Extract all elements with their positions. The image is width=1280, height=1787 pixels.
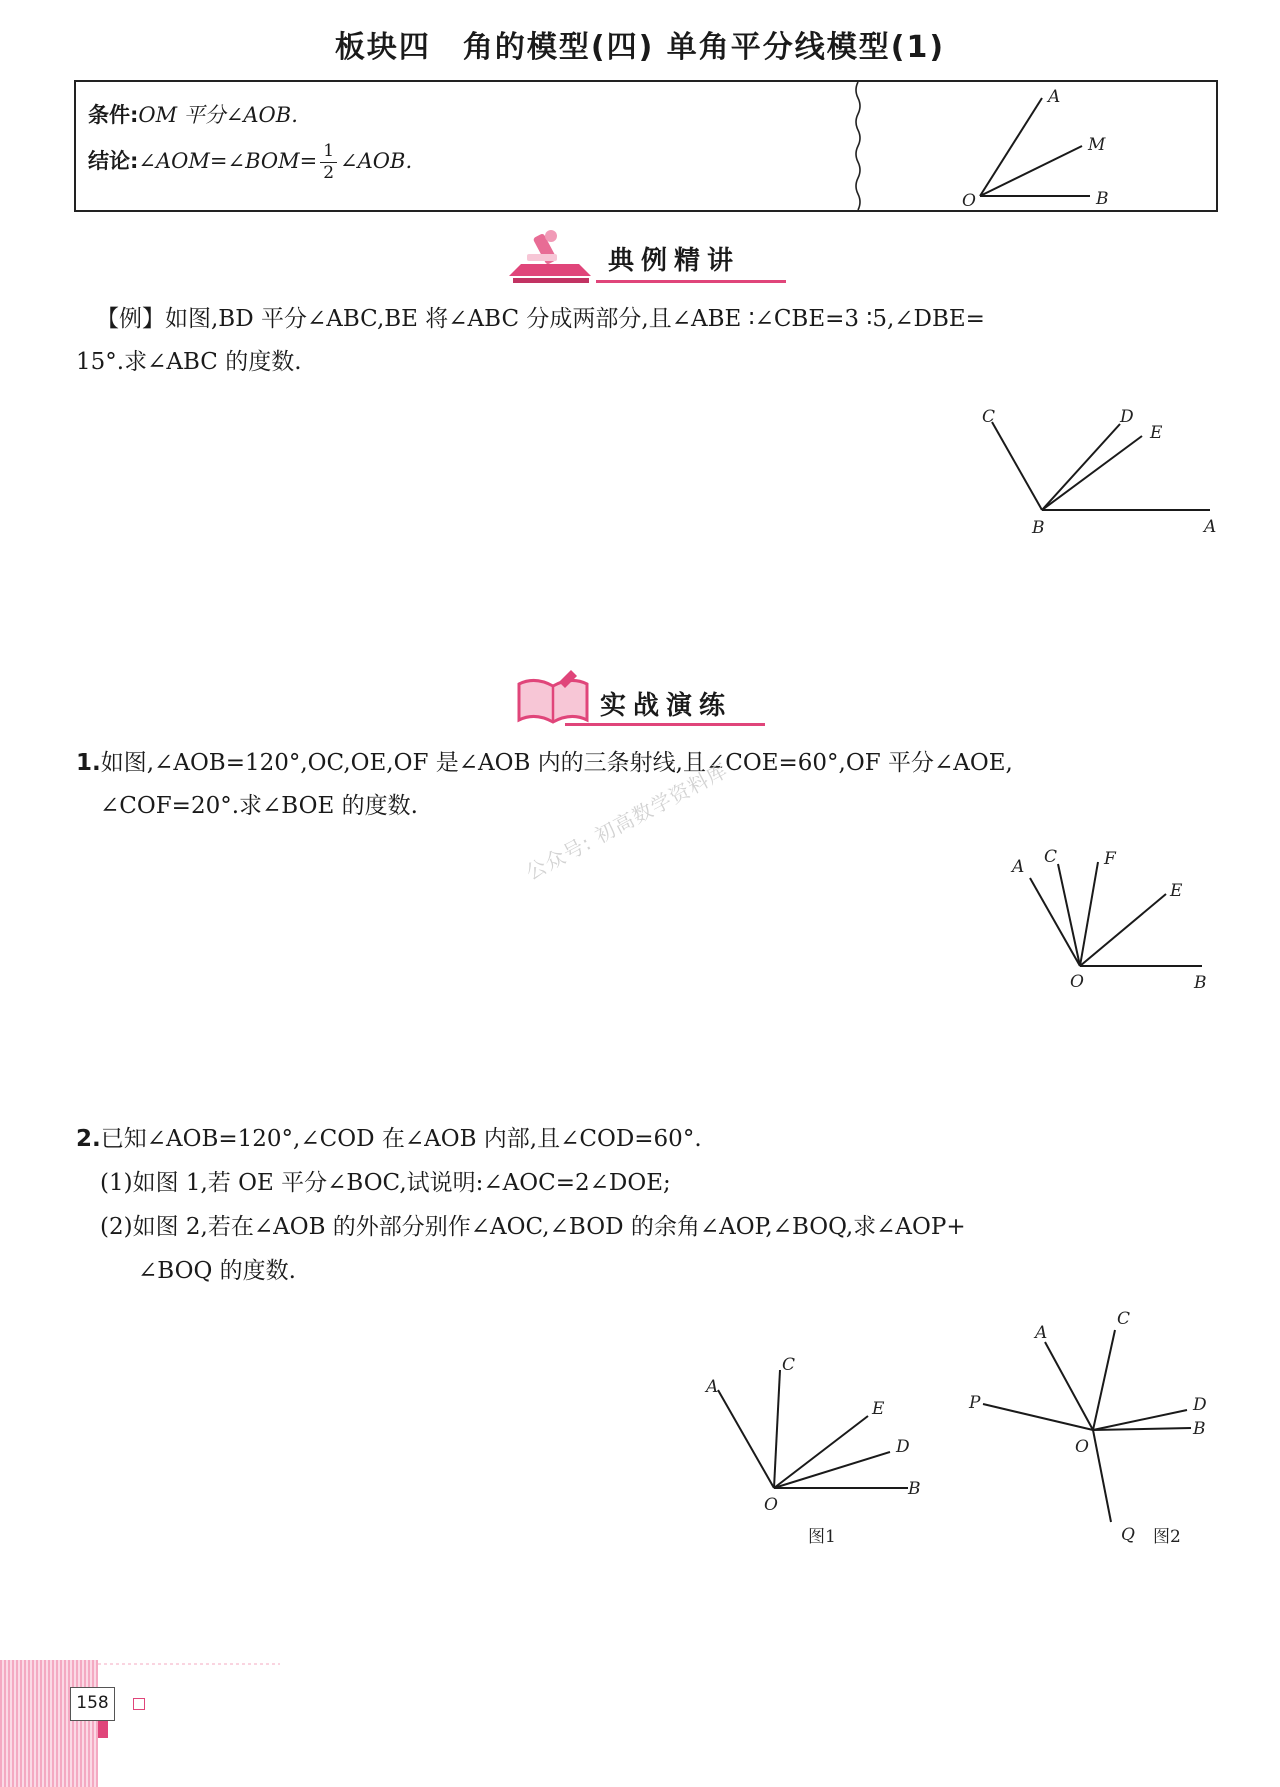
label-A: A [1048,87,1061,107]
ray-OB [1093,1428,1191,1430]
label-O: O [962,191,976,211]
label-E: E [1150,423,1163,443]
page-marker-square [133,1698,145,1710]
label-D: D [1120,407,1134,427]
page-number: 158 [70,1687,115,1721]
conclusion-part2: ∠AOB. [340,149,413,173]
problem1-line-1 [76,742,1013,785]
conclusion-label: 结论: [88,149,139,173]
label-A: A [1012,857,1025,877]
watermark: 公众号: 初高数学资料库 [521,757,732,885]
conclusion-line [88,143,412,182]
problem2-line-4: ∠BOQ 的度数. [138,1258,296,1284]
ray-BE [1042,436,1142,510]
label-B: B [1194,973,1207,993]
page-title: 板块四 角的模型(四) 单角平分线模型(1) [334,30,946,65]
label-C: C [1117,1309,1131,1329]
label-E: E [872,1399,885,1419]
practice-banner-underline [565,723,765,726]
bisector-model-figure [940,84,1140,211]
label-B: B [1032,518,1045,538]
condition-line [88,99,298,129]
ray-BC [992,422,1042,510]
problem2-text-1: 已知∠AOB=120°,∠COD 在∠AOB 内部,且∠COD=60°. [100,1126,702,1152]
label-D: D [896,1437,910,1457]
label-D: D [1193,1395,1207,1415]
problem2-figure1 [690,1330,940,1550]
footer-decoration [0,1650,280,1787]
ray-OE [1080,894,1166,966]
ray-OE [774,1416,868,1488]
ray-OP [983,1404,1093,1430]
label-B: B [1096,189,1109,209]
ray-OC [1058,864,1080,966]
label-A: A [706,1377,719,1397]
book-icon [513,668,593,730]
figure1-caption: 图1 [808,1527,836,1547]
example-banner-underline [596,280,786,283]
label-M: M [1088,135,1106,155]
fraction-numerator: 1 [320,143,337,163]
label-B: B [908,1479,921,1499]
practice-banner-title: 实战演练 [600,691,733,721]
ray-OC [774,1370,780,1488]
problem2-figure2 [965,1300,1205,1550]
ray-OF [1080,862,1098,966]
conclusion-part1: ∠AOM=∠BOM= [138,149,318,173]
ray-OD [1093,1410,1187,1430]
label-A: A [1204,517,1217,537]
ray-BD [1042,424,1120,510]
label-O: O [1075,1437,1089,1457]
half-fraction [320,143,337,182]
problem1-figure [1000,840,1220,993]
wavy-divider [853,82,863,210]
condition-text: OM 平分∠AOB. [138,103,298,127]
label-C: C [982,407,996,427]
ray-OA [718,1390,774,1488]
example-line-2: 15°.求∠ABC 的度数. [76,349,302,375]
problem2-line-3: (2)如图 2,若在∠AOB 的外部分别作∠AOC,∠BOD 的余角∠AOP,∠BOQ,求∠AOP+ [100,1214,966,1240]
label-F: F [1104,849,1116,869]
label-O: O [764,1495,778,1515]
ray-OA [1045,1342,1093,1430]
label-B: B [1193,1419,1206,1439]
ray-OQ [1093,1430,1111,1522]
problem1-text-1: 如图,∠AOB=120°,OC,OE,OF 是∠AOB 内的三条射线,且∠COE=60°,OF 平分∠AOE, [100,750,1013,776]
example-figure [970,400,1220,540]
ray-OA [1030,878,1080,966]
problem1-number: 1. [76,750,101,776]
fraction-denominator: 2 [323,163,335,183]
label-O: O [1070,972,1084,992]
label-C: C [782,1355,796,1375]
ray-OC [1093,1330,1115,1430]
microscope-icon [505,226,595,288]
ray-OD [774,1452,890,1488]
problem1-line-2: ∠COF=20°.求∠BOE 的度数. [100,793,418,819]
problem2-line-1 [76,1118,702,1161]
label-A: A [1035,1323,1048,1343]
condition-label: 条件: [88,103,139,127]
example-line-1: 【例】如图,BD 平分∠ABC,BE 将∠ABC 分成两部分,且∠ABE ∶∠CBE=3 ∶5,∠DBE= [96,306,985,332]
label-C: C [1044,847,1058,867]
figure2-caption: 图2 [1153,1527,1181,1547]
label-P: P [969,1393,981,1413]
label-Q: Q [1121,1525,1135,1545]
label-E: E [1170,881,1183,901]
problem2-line-2: (1)如图 1,若 OE 平分∠BOC,试说明:∠AOC=2∠DOE; [100,1170,671,1196]
example-banner-title: 典例精讲 [608,246,741,276]
problem2-number: 2. [76,1126,101,1152]
